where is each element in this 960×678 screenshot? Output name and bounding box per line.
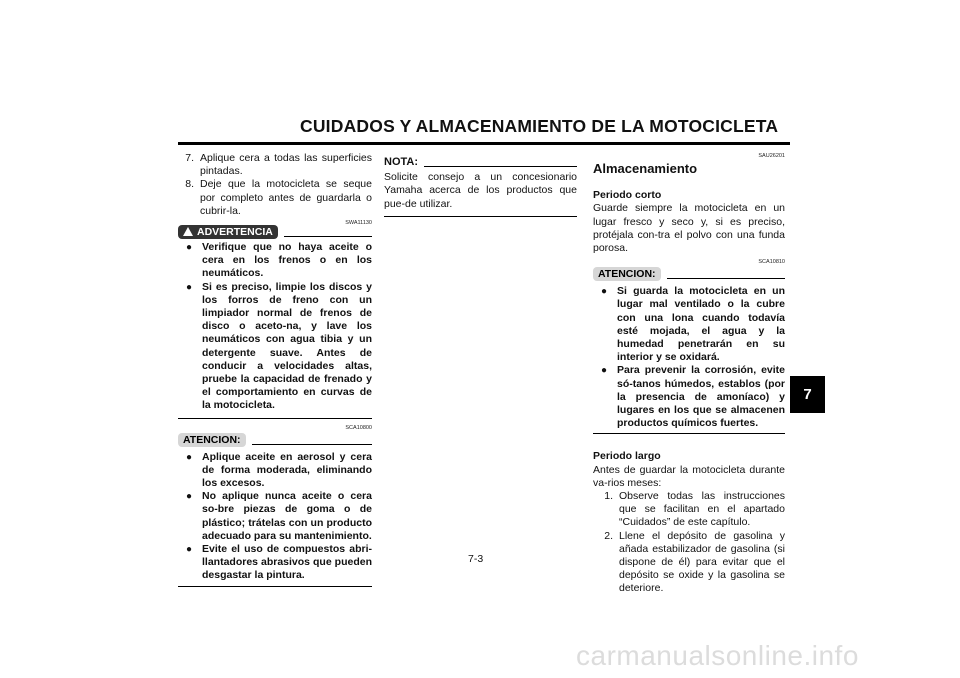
bullet-text: Si es preciso, limpie los discos y los forros de freno con un limpiador normal de frenos de disco o aceto-na, y lave los neumáticos con agua tibia y un detergente suave. Antes de conducir a velocidades altas, pruebe la capacidad de frenado y el comportamiento en curvas de la motocicleta. [202, 280, 372, 412]
bullet-text: Para prevenir la corrosión, evite só-tanos húmedos, establos (por la presencia de amoníaco) y lugares en los que se almacenen productos químicos fuertes. [617, 364, 785, 430]
warning-bullet [178, 241, 372, 281]
caution-bullet [178, 490, 372, 543]
caution-bullet [593, 364, 785, 430]
warning-triangle-icon [183, 227, 193, 236]
bullet-icon: ● [601, 365, 608, 377]
item-number: 2. [604, 529, 613, 542]
warning-label: ADVERTENCIA [197, 226, 273, 239]
divider [252, 444, 372, 445]
bullet-icon: ● [186, 242, 193, 254]
warning-bullet [178, 281, 372, 413]
bullet-icon: ● [186, 544, 193, 556]
bullet-icon: ● [186, 451, 193, 463]
item-text: Llene el depósito de gasolina y añada estabilizador de gasolina (si dispone de él) para evitar que el depósito se oxide y la gasolina se deteriore. [619, 529, 785, 595]
note-header [384, 156, 577, 169]
page-title: CUIDADOS Y ALMACENAMIENTO DE LA MOTOCICLETA [300, 116, 779, 136]
list-item [593, 490, 785, 530]
item-text: Deje que la motocicleta se seque por completo antes de guardarla o cubrir-la. [200, 178, 372, 217]
caution-header [593, 267, 785, 281]
bullet-text: Aplique aceite en aerosol y cera de forma moderada, eliminando los excesos. [202, 450, 372, 490]
divider [424, 166, 577, 167]
bullet-text: Si guarda la motocicleta en un lugar mal ventilado o la cubre con una lona cuando todavía esté mojada, el agua y la humedad penetrarán en su interior y se oxidará. [617, 285, 785, 364]
column-left [178, 152, 372, 587]
warning-badge [178, 225, 278, 239]
warning-header [178, 225, 372, 239]
divider [178, 418, 372, 419]
paragraph: Guarde siempre la motocicleta en un lugar fresco y seco y, si es preciso, protéjala con-tra el polvo con una funda porosa. [593, 202, 785, 255]
paragraph: Antes de guardar la motocicleta durante va-rios meses: [593, 463, 785, 489]
subheading-short: Periodo corto [593, 189, 662, 202]
caution-bullet [178, 543, 372, 583]
item-number: 8. [185, 178, 194, 191]
list-item [178, 178, 372, 218]
section-code: SAU26201 [758, 153, 785, 159]
page-number: 7-3 [468, 553, 484, 565]
caution-code: SCA10800 [345, 424, 372, 431]
caution-code: SCA10810 [758, 259, 785, 266]
subheading-long: Periodo largo [593, 450, 661, 463]
caution-label: ATENCION: [593, 267, 661, 281]
warning-code: SWA11130 [345, 220, 372, 227]
bullet-icon: ● [186, 491, 193, 503]
note-label: NOTA: [384, 156, 419, 168]
section-title: Almacenamiento [593, 161, 698, 176]
divider [667, 278, 785, 279]
bullet-text: Verifique que no haya aceite o cera en los frenos o en los neumáticos. [202, 241, 372, 280]
item-number: 1. [604, 490, 613, 503]
item-text: Observe todas las instrucciones que se facilitan en el apartado “Cuidados” de este capítulo. [619, 490, 785, 529]
caution-bullet [593, 285, 785, 364]
column-middle [384, 152, 577, 217]
caution-header [178, 433, 372, 447]
note-text: Solicite consejo a un concesionario Yamaha acerca de los productos que pue-de utilizar. [384, 171, 577, 210]
item-text: Aplique cera a todas las superficies pintadas. [200, 152, 372, 178]
bullet-text: No aplique nunca aceite o cera so-bre piezas de goma o de plástico; trátelas con un producto adecuado para su mantenimiento. [202, 490, 372, 542]
caution-label: ATENCION: [178, 433, 246, 447]
chapter-tab: 7 [790, 376, 825, 413]
bullet-icon: ● [601, 286, 608, 298]
list-item [178, 152, 372, 178]
caution-bullet [178, 451, 372, 491]
column-right [593, 152, 785, 596]
divider [178, 586, 372, 587]
divider [284, 236, 372, 237]
bullet-icon: ● [186, 281, 193, 293]
bullet-text: Evite el uso de compuestos abri-llantadores abrasivos que pueden desgastar la pintura. [202, 543, 372, 582]
title-rule [178, 142, 790, 145]
divider [384, 216, 577, 217]
list-item [593, 530, 785, 596]
item-number: 7. [185, 152, 194, 164]
divider [593, 433, 785, 434]
watermark: carmanualsonline.info [576, 640, 859, 671]
